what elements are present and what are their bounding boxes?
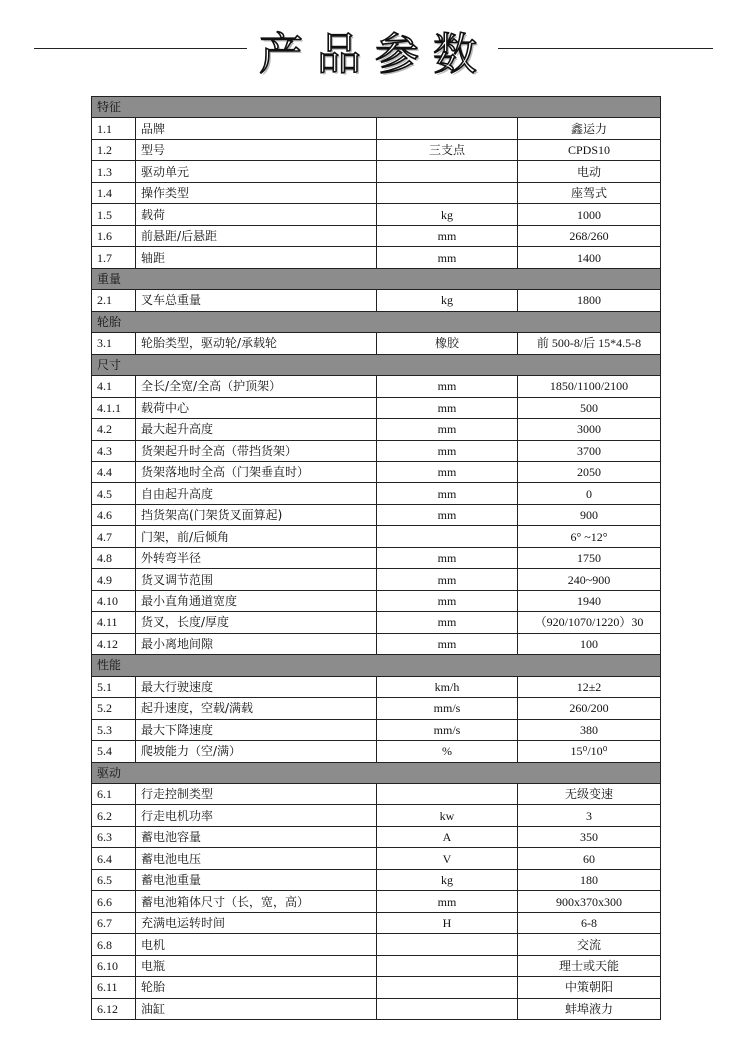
spec-unit: mm (377, 483, 518, 504)
table-row (92, 483, 661, 504)
spec-unit (377, 118, 518, 139)
spec-unit: V (377, 848, 518, 869)
spec-parameter: 最小直角通道宽度 (136, 590, 377, 611)
spec-unit: mm (377, 547, 518, 568)
spec-number: 2.1 (92, 290, 136, 311)
spec-parameter: 货叉调节范围 (136, 569, 377, 590)
table-row (92, 526, 661, 547)
spec-value: 交流 (518, 934, 661, 955)
table-row (92, 118, 661, 139)
section-title: 驱动 (92, 762, 661, 783)
spec-parameter: 门架，前/后倾角 (136, 526, 377, 547)
spec-number: 4.4 (92, 461, 136, 482)
spec-value: 180 (518, 869, 661, 890)
spec-parameter: 货架落地时全高（门架垂直时） (136, 461, 377, 482)
section-title: 特征 (92, 97, 661, 118)
spec-value: 240~900 (518, 569, 661, 590)
spec-number: 4.11 (92, 612, 136, 633)
table-row (92, 440, 661, 461)
spec-unit: A (377, 826, 518, 847)
spec-number: 6.11 (92, 977, 136, 998)
spec-value: 3700 (518, 440, 661, 461)
spec-parameter: 型号 (136, 139, 377, 160)
spec-parameter: 蓄电池重量 (136, 869, 377, 890)
spec-parameter: 油缸 (136, 998, 377, 1019)
spec-unit: mm (377, 419, 518, 440)
spec-parameter: 最小离地间隙 (136, 633, 377, 654)
spec-unit: mm (377, 612, 518, 633)
spec-unit (377, 161, 518, 182)
table-row (92, 225, 661, 246)
spec-parameter: 驱动单元 (136, 161, 377, 182)
spec-parameter: 最大起升高度 (136, 419, 377, 440)
spec-unit: 橡胶 (377, 333, 518, 354)
spec-number: 6.10 (92, 955, 136, 976)
spec-unit: mm (377, 225, 518, 246)
table-row (92, 612, 661, 633)
table-row (92, 290, 661, 311)
spec-parameter: 外转弯半径 (136, 547, 377, 568)
spec-unit: mm (377, 461, 518, 482)
section-title: 尺寸 (92, 354, 661, 375)
spec-value: 无级变速 (518, 784, 661, 805)
spec-parameter: 电机 (136, 934, 377, 955)
table-row (92, 182, 661, 203)
spec-number: 4.10 (92, 590, 136, 611)
spec-number: 4.6 (92, 504, 136, 525)
spec-unit: mm (377, 590, 518, 611)
section-title: 性能 (92, 655, 661, 676)
table-row (92, 161, 661, 182)
spec-value: 260/200 (518, 698, 661, 719)
spec-number: 6.12 (92, 998, 136, 1019)
spec-value: 前 500-8/后 15*4.5-8 (518, 333, 661, 354)
spec-parameter: 蓄电池电压 (136, 848, 377, 869)
spec-number: 5.1 (92, 676, 136, 697)
spec-parameter: 蓄电池容量 (136, 826, 377, 847)
spec-value: 1400 (518, 247, 661, 268)
page-title: 产品参数 (259, 29, 491, 80)
spec-value: 500 (518, 397, 661, 418)
spec-number: 4.3 (92, 440, 136, 461)
section-title: 重量 (92, 268, 661, 289)
spec-table (91, 96, 661, 1020)
spec-value: 1000 (518, 204, 661, 225)
spec-parameter: 行走电机功率 (136, 805, 377, 826)
spec-unit: mm (377, 440, 518, 461)
spec-unit (377, 955, 518, 976)
spec-number: 1.2 (92, 139, 136, 160)
spec-value: 1940 (518, 590, 661, 611)
spec-unit: mm (377, 633, 518, 654)
table-row (92, 805, 661, 826)
spec-number: 5.4 (92, 741, 136, 762)
table-row (92, 698, 661, 719)
table-row (92, 784, 661, 805)
section-header (92, 354, 661, 375)
spec-parameter: 轮胎类型，驱动轮/承载轮 (136, 333, 377, 354)
table-row (92, 204, 661, 225)
spec-number: 4.8 (92, 547, 136, 568)
spec-parameter: 叉车总重量 (136, 290, 377, 311)
table-row (92, 869, 661, 890)
spec-value: 900 (518, 504, 661, 525)
spec-value: 1800 (518, 290, 661, 311)
spec-parameter: 货叉，长度/厚度 (136, 612, 377, 633)
table-row (92, 912, 661, 933)
spec-number: 5.3 (92, 719, 136, 740)
table-row (92, 419, 661, 440)
spec-unit: kg (377, 204, 518, 225)
spec-parameter: 操作类型 (136, 182, 377, 203)
table-row (92, 139, 661, 160)
spec-number: 1.7 (92, 247, 136, 268)
spec-unit: km/h (377, 676, 518, 697)
spec-unit: kg (377, 869, 518, 890)
section-header (92, 655, 661, 676)
spec-value: 蚌埠液力 (518, 998, 661, 1019)
spec-parameter: 爬坡能力（空/满） (136, 741, 377, 762)
table-row (92, 826, 661, 847)
spec-unit (377, 977, 518, 998)
spec-parameter: 行走控制类型 (136, 784, 377, 805)
spec-number: 1.3 (92, 161, 136, 182)
spec-value: 100 (518, 633, 661, 654)
spec-number: 1.6 (92, 225, 136, 246)
spec-parameter: 自由起升高度 (136, 483, 377, 504)
spec-parameter: 载荷中心 (136, 397, 377, 418)
spec-value: 1750 (518, 547, 661, 568)
spec-parameter: 品牌 (136, 118, 377, 139)
spec-unit: mm (377, 397, 518, 418)
table-row (92, 461, 661, 482)
spec-value: 座驾式 (518, 182, 661, 203)
spec-number: 5.2 (92, 698, 136, 719)
spec-number: 1.1 (92, 118, 136, 139)
table-row (92, 397, 661, 418)
spec-parameter: 载荷 (136, 204, 377, 225)
spec-number: 6.3 (92, 826, 136, 847)
spec-unit (377, 182, 518, 203)
spec-number: 6.1 (92, 784, 136, 805)
table-row (92, 676, 661, 697)
section-title: 轮胎 (92, 311, 661, 332)
spec-parameter: 电瓶 (136, 955, 377, 976)
table-row (92, 569, 661, 590)
spec-number: 4.5 (92, 483, 136, 504)
spec-value: 理士或天能 (518, 955, 661, 976)
spec-number: 4.2 (92, 419, 136, 440)
table-row (92, 504, 661, 525)
spec-value: 电动 (518, 161, 661, 182)
spec-parameter: 前悬距/后悬距 (136, 225, 377, 246)
section-header (92, 762, 661, 783)
spec-parameter: 最大行驶速度 (136, 676, 377, 697)
spec-unit (377, 934, 518, 955)
spec-unit: mm (377, 504, 518, 525)
spec-number: 3.1 (92, 333, 136, 354)
spec-parameter: 全长/全宽/全高（护顶架） (136, 376, 377, 397)
spec-value: 3 (518, 805, 661, 826)
spec-value: 6° ~12° (518, 526, 661, 547)
spec-number: 4.1 (92, 376, 136, 397)
spec-unit (377, 998, 518, 1019)
spec-value: 鑫运力 (518, 118, 661, 139)
spec-number: 6.5 (92, 869, 136, 890)
spec-unit (377, 526, 518, 547)
spec-unit: mm (377, 569, 518, 590)
spec-parameter: 最大下降速度 (136, 719, 377, 740)
spec-number: 1.5 (92, 204, 136, 225)
spec-number: 4.12 (92, 633, 136, 654)
spec-unit: mm (377, 247, 518, 268)
spec-unit: mm/s (377, 719, 518, 740)
spec-value: 900x370x300 (518, 891, 661, 912)
spec-number: 6.8 (92, 934, 136, 955)
table-row (92, 333, 661, 354)
spec-value: （920/1070/1220）30 (518, 612, 661, 633)
spec-number: 4.9 (92, 569, 136, 590)
spec-number: 6.2 (92, 805, 136, 826)
spec-value: 1850/1100/2100 (518, 376, 661, 397)
spec-value: 3000 (518, 419, 661, 440)
table-row (92, 955, 661, 976)
spec-unit: H (377, 912, 518, 933)
spec-value: 0 (518, 483, 661, 504)
table-row (92, 247, 661, 268)
spec-unit: kw (377, 805, 518, 826)
spec-unit: kg (377, 290, 518, 311)
spec-unit: mm (377, 376, 518, 397)
spec-parameter: 货架起升时全高（带挡货架） (136, 440, 377, 461)
table-row (92, 998, 661, 1019)
table-row (92, 376, 661, 397)
spec-unit (377, 784, 518, 805)
table-row (92, 741, 661, 762)
table-row (92, 891, 661, 912)
spec-parameter: 起升速度，空载/满载 (136, 698, 377, 719)
spec-unit: mm/s (377, 698, 518, 719)
spec-value: 6-8 (518, 912, 661, 933)
table-row (92, 633, 661, 654)
spec-value: 中策朝阳 (518, 977, 661, 998)
table-row (92, 547, 661, 568)
section-header (92, 97, 661, 118)
spec-unit: % (377, 741, 518, 762)
table-row (92, 934, 661, 955)
spec-value: CPDS10 (518, 139, 661, 160)
spec-value: 268/260 (518, 225, 661, 246)
spec-parameter: 充满电运转时间 (136, 912, 377, 933)
spec-parameter: 挡货架高(门架货叉面算起) (136, 504, 377, 525)
spec-value: 350 (518, 826, 661, 847)
spec-unit: 三支点 (377, 139, 518, 160)
spec-unit: mm (377, 891, 518, 912)
spec-value: 15⁰/10⁰ (518, 741, 661, 762)
table-row (92, 848, 661, 869)
spec-number: 4.1.1 (92, 397, 136, 418)
spec-value: 380 (518, 719, 661, 740)
spec-value: 12±2 (518, 676, 661, 697)
spec-number: 4.7 (92, 526, 136, 547)
table-row (92, 719, 661, 740)
spec-number: 1.4 (92, 182, 136, 203)
section-header (92, 311, 661, 332)
section-header (92, 268, 661, 289)
spec-parameter: 轮胎 (136, 977, 377, 998)
spec-number: 6.7 (92, 912, 136, 933)
spec-parameter: 蓄电池箱体尺寸（长，宽，高） (136, 891, 377, 912)
table-row (92, 977, 661, 998)
spec-parameter: 轴距 (136, 247, 377, 268)
table-row (92, 590, 661, 611)
spec-number: 6.4 (92, 848, 136, 869)
spec-number: 6.6 (92, 891, 136, 912)
spec-value: 60 (518, 848, 661, 869)
spec-value: 2050 (518, 461, 661, 482)
